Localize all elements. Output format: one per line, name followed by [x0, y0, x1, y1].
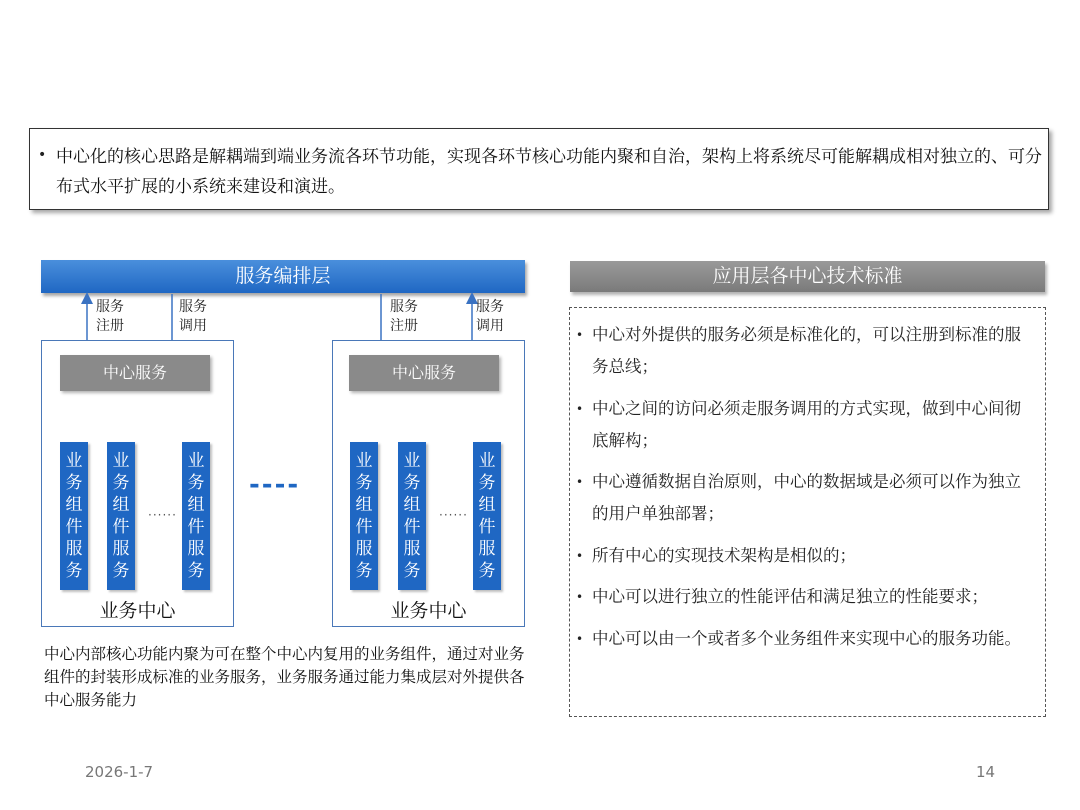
standards-title: 应用层各中心技术标准 [570, 261, 1045, 292]
between-centers-dashes: ---- [249, 470, 301, 500]
component-service-1a: 业 务 组 件 服 务 [60, 442, 88, 590]
business-center-label-2: 业务中心 [390, 600, 467, 622]
component-service-2a: 业 务 组 件 服 务 [350, 442, 378, 590]
standard-item: • 中心可以进行独立的性能评估和满足独立的性能要求； [576, 587, 988, 606]
intro-bullet: • [38, 147, 47, 163]
standard-item: • 中心对外提供的服务必须是标准化的，可以注册到标准的服务总线； [576, 325, 1021, 376]
component-ellipsis-2: ······ [439, 508, 468, 522]
standards-list [569, 307, 1046, 717]
component-service-2b: 业 务 组 件 服 务 [398, 442, 426, 590]
component-ellipsis-1: ······ [148, 508, 177, 522]
diagram-description: 中心内部核心功能内聚为可在整个中心内复用的业务组件，通过对业务组件的封装形成标准的业务服务，业务服务通过能力集成层对外提供各中心服务能力 [44, 645, 525, 709]
standard-item: • 中心可以由一个或者多个业务组件来实现中心的服务功能。 [576, 629, 1021, 648]
component-service-2c: 业 务 组 件 服 务 [473, 442, 501, 590]
standard-item: • 中心之间的访问必须走服务调用的方式实现，做到中心间彻底解构； [576, 399, 1021, 450]
invoke-label-2: 服务 调用 [476, 299, 504, 334]
intro-text: 中心化的核心思路是解耦端到端业务流各环节功能，实现各环节核心功能内聚和自治，架构上将系统尽可能解耦成相对独立的、可分布式水平扩展的小系统来建设和演进。 [56, 147, 1042, 197]
page-number: 14 [976, 763, 996, 781]
standard-item: • 中心遵循数据自治原则，中心的数据域是必须可以作为独立的用户单独部署； [576, 472, 1021, 523]
service-orchestration-layer: 服务编排层 [41, 260, 525, 293]
center-service-box-1: 中心服务 [60, 355, 210, 391]
register-label-2: 服务 注册 [390, 299, 418, 334]
register-label-1: 服务 注册 [96, 299, 124, 334]
footer-date: 2026-1-7 [85, 763, 154, 781]
standard-item: • 所有中心的实现技术架构是相似的； [576, 546, 856, 565]
center-service-box-2: 中心服务 [349, 355, 499, 391]
component-service-1c: 业 务 组 件 服 务 [182, 442, 210, 590]
business-center-label-1: 业务中心 [99, 600, 176, 622]
invoke-label-1: 服务 调用 [179, 299, 207, 334]
component-service-1b: 业 务 组 件 服 务 [107, 442, 135, 590]
